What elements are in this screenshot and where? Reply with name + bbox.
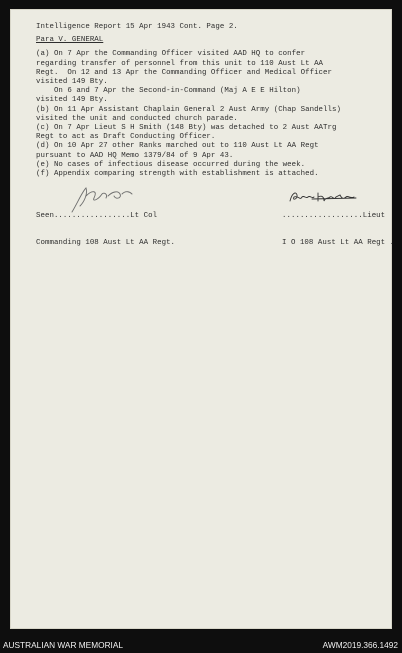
signature-right-line1: ..................Lieut bbox=[282, 211, 386, 220]
section-heading: Para V. GENERAL bbox=[36, 36, 104, 45]
body-line: (c) On 7 Apr Lieut S H Smith (148 Bty) was detached to 2 Aust AATrg bbox=[36, 124, 337, 133]
report-header: Intelligence Report 15 Apr 1943 Cont. Page 2. bbox=[36, 23, 238, 31]
archive-name: AUSTRALIAN WAR MEMORIAL bbox=[3, 640, 124, 650]
signature-left-line2: Commanding 108 Aust Lt AA Regt. bbox=[36, 239, 176, 248]
body-line: visited 149 Bty. bbox=[36, 78, 108, 87]
body-line: regarding transfer of personnel from this unit to 110 Aust Lt AA bbox=[36, 59, 324, 68]
body-line: visited the unit and conducted church parade. bbox=[36, 114, 238, 123]
document-page bbox=[10, 9, 395, 629]
signature-right-line2: I O 108 Aust Lt AA Regt . bbox=[282, 239, 395, 248]
handwritten-signature-left bbox=[68, 184, 136, 214]
body-line: Regt. On 12 and 13 Apr the Commanding Officer and Medical Officer bbox=[36, 68, 333, 77]
body-line: (a) On 7 Apr the Commanding Officer visited AAD HQ to confer bbox=[36, 50, 306, 59]
handwritten-signature-right bbox=[288, 189, 358, 207]
body-line: (e) No cases of infectious disease occurred during the week. bbox=[36, 160, 306, 169]
signature-left-line1: Seen.................Lt Col bbox=[36, 211, 158, 220]
signature-block bbox=[36, 193, 395, 248]
accession-number: AWM2019.366.1492 bbox=[322, 640, 398, 650]
body-line: visited 149 Bty. bbox=[36, 96, 108, 105]
body-line: (f) Appendix comparing strength with establishment is attached. bbox=[36, 170, 319, 179]
body-line: (d) On 10 Apr 27 other Ranks marched out to 110 Aust Lt AA Regt bbox=[36, 142, 319, 151]
body-line: On 6 and 7 Apr the Second-in-Command (Maj A E E Hilton) bbox=[36, 87, 301, 96]
body-line: pursuant to AAD HQ Memo 1379/84 of 9 Apr 43. bbox=[36, 151, 234, 160]
archive-footer bbox=[0, 637, 402, 653]
document-body bbox=[36, 23, 395, 248]
body-line: (b) On 11 Apr Assistant Chaplain General 2 Aust Army (Chap Sandells) bbox=[36, 105, 341, 114]
body-line: Regt to act as Draft Conducting Officer. bbox=[36, 133, 216, 142]
